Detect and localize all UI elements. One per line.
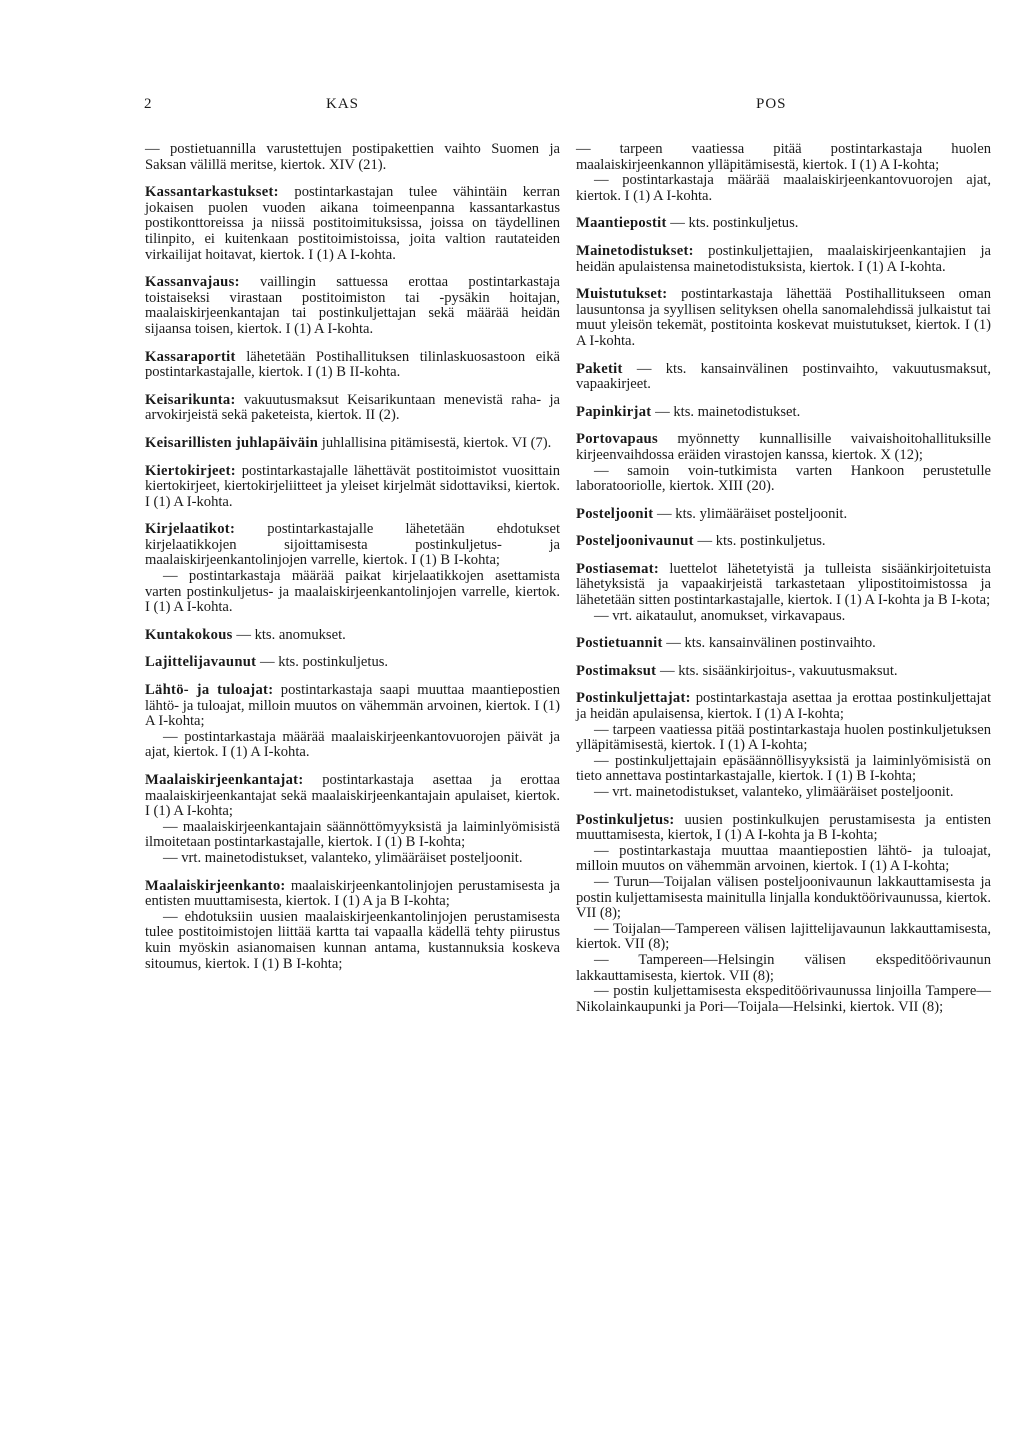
entry-text: postintarkastaja saapi muuttaa maantiepostien lähtö- ja tuloajat, milloin muutos on vähemmän arvoinen, kiertok. I (1) A I-kohta; bbox=[145, 682, 560, 730]
entry-headword: Postinkuljettajat: bbox=[576, 690, 691, 707]
entry-text: luettelot lähetetyistä ja tulleista sisäänkirjoitetuista lähetyksistä ja vapaakirjeistä tarkastetaan ylipostitoimistossa ja lähetetään sitten postintarkastajalle, kiertok. I (1) A I-kohta ja B I-kota; bbox=[576, 560, 991, 609]
entry-subline: — Turun—Toijalan välisen posteljoonivaunun lakkauttamisesta ja postin kuljettamisesta mainitulla linjalla konduktöörivaunussa, kiertok. VII (8); bbox=[576, 873, 991, 922]
entry-text: — kts. kansainvälinen postinvaihto, vakuutusmaksut, vapaakirjeet. bbox=[576, 360, 991, 393]
entry-subline: — postintarkastaja määrää maalaiskirjeenkantovuorojen ajat, kiertok. I (1) A I-kohta. bbox=[576, 172, 991, 204]
index-entry bbox=[576, 534, 991, 550]
entry-text: — kts. postinkuljetus. bbox=[256, 654, 389, 671]
entry-headword: Maantiepostit bbox=[576, 215, 667, 232]
index-entry bbox=[145, 628, 560, 644]
entry-headword: Papinkirjat bbox=[576, 403, 652, 420]
entry-subline: — tarpeen vaatiessa pitää postintarkastaja huolen postinkuljetuksen ylläpitämisestä, kiertok. I (1) A I-kohta; bbox=[576, 721, 991, 754]
entry-text: postintarkastajalle lähetetään ehdotukset kirjelaatikkojen sijoittamisesta postinkuljetus- ja maalaiskirjeenkantolinjojen varrelle, kiertok. I (1) B I-kohta; bbox=[145, 521, 560, 569]
entry-headword: Postinkuljetus: bbox=[576, 811, 675, 828]
entry-headword: Kassaraportit bbox=[145, 348, 236, 365]
index-entry bbox=[576, 432, 991, 494]
index-entry bbox=[145, 773, 560, 867]
entry-subline: — ehdotuksiin uusien maalaiskirjeenkantolinjojen perustamisesta tulee postitoimistojen liittää kartta tai vapaalla kädellä tehty piirustus kuin myöskin asianomaisen kunnan antama, kustannuksia koskeva sitoumus, kiertok. I (1) B I-kohta; bbox=[145, 908, 560, 972]
entry-subline: — postinkuljettajain epäsäännöllisyyksistä ja laiminlyömisistä on tieto annettava postintarkastajalle, kiertok. I (1) B I-kohta; bbox=[576, 752, 991, 785]
index-entry bbox=[576, 216, 991, 232]
entry-headword: Lähtö- ja tuloajat: bbox=[145, 682, 274, 699]
index-entry bbox=[145, 393, 560, 424]
entry-text: — kts. anomukset. bbox=[232, 626, 346, 643]
entry-subline: — samoin voin-tutkimista varten Hankoon perustetulle laboratooriolle, kiertok. XIII (20). bbox=[576, 462, 991, 495]
entry-text: postintarkastajan tulee vähintäin kerran jokaisen puolen vuoden aikana toimeenpanna kassantarkastus postikonttoreissa ja niissä postitoimituksissa, joissa on täydellinen tilinpito, ei kuitenkaan postitoimistoissa, joita valtion rautateiden virkailijat hoitavat, kiertok. I (1) A I-kohta. bbox=[145, 184, 560, 263]
header-keyword-right: POS bbox=[756, 96, 787, 112]
index-entry bbox=[145, 879, 560, 973]
index-entry bbox=[576, 287, 991, 349]
entry-subline: — vrt. mainetodistukset, valanteko, ylimääräiset posteljoonit. bbox=[163, 849, 523, 866]
index-entry bbox=[576, 691, 991, 800]
index-entry bbox=[145, 436, 560, 452]
entry-subline: — maalaiskirjeenkantajain säännöttömyyksistä ja laiminlyömisistä ilmoitetaan postintarkastajalle, kiertok. I (1) B I-kohta; bbox=[145, 818, 560, 851]
entry-text: maalaiskirjeenkantolinjojen perustamisesta ja entisten muuttamisesta, kiertok. I (1) A ja B I-kohta; bbox=[145, 877, 560, 910]
entry-subline: — postin kuljettamisesta ekspeditöörivaunussa linjoilla Tampere—Nikolainkaupunki ja Pori—Toijala—Helsinki, kiertok. VII (8); bbox=[576, 983, 991, 1015]
entry-headword: Portovapaus bbox=[576, 431, 658, 448]
entry-text: — kts. sisäänkirjoitus-, vakuutusmaksut. bbox=[656, 662, 898, 679]
index-entry bbox=[576, 636, 991, 652]
page-number: 2 bbox=[144, 96, 153, 112]
index-entry bbox=[145, 522, 560, 616]
entry-headword: Paketit bbox=[576, 360, 623, 377]
entry-text: juhlallisina pitämisestä, kiertok. VI (7). bbox=[318, 434, 552, 451]
index-entry bbox=[576, 562, 991, 624]
entry-text: — kts. ylimääräiset posteljoonit. bbox=[653, 505, 848, 522]
entry-text: myönnetty kunnallisille vaivaishoitohallituksille kirjeenvaihdossa eräiden virastojen kanssa, kiertok. X (12); bbox=[576, 431, 991, 463]
entry-headword: Posteljoonit bbox=[576, 505, 654, 522]
entry-text: — kts. postinkuljetus. bbox=[666, 215, 799, 232]
entry-headword: Postimaksut bbox=[576, 662, 657, 679]
entry-text: postintarkastaja lähettää Postihallitukseen oman lausuntonsa ja syyllisen selityksen ohella sanomalehdissä julkaistut tai muut yleisön tekemät, postitointa koskevat muistutukset, kiertok. I (1) A I-kohta. bbox=[576, 286, 991, 349]
index-entry bbox=[576, 362, 991, 393]
entry-headword: Postiasemat: bbox=[576, 560, 660, 577]
entry-text: postinkuljettajien, maalaiskirjeenkantajien ja heidän apulaistensa mainetodistuksista, kiertok. I (1) A I-kohta. bbox=[576, 242, 991, 275]
entry-headword: Kiertokirjeet: bbox=[145, 462, 236, 479]
entry-headword: Lajittelijavaunut bbox=[145, 654, 257, 671]
entry-headword: Posteljoonivaunut bbox=[576, 533, 694, 550]
entry-subline: — vrt. mainetodistukset, valanteko, ylimääräiset posteljoonit. bbox=[594, 784, 954, 800]
header-keyword-left: KAS bbox=[326, 96, 360, 112]
index-entry bbox=[576, 244, 991, 275]
entry-subline: — postintarkastaja muuttaa maantiepostien lähtö- ja tuloajat, milloin muutos on vähemmän arvoinen, kiertok. I (1) A I-kohta; bbox=[576, 842, 991, 875]
entry-text: uusien postinkulkujen perustamisesta ja entisten muuttamisesta, kiertok, I (1) A I-kohta ja B I-kohta; bbox=[576, 811, 991, 844]
right-column bbox=[576, 142, 991, 1027]
entry-text: postintarkastajalle lähettävät postitoimistot vuosittain kiertokirjeet, kiertokirjeliitteet ja yleiset kirjelmät sidottaviksi, kiertok. I (1) A I-kohta. bbox=[145, 462, 560, 510]
index-entry bbox=[145, 142, 560, 173]
entry-subline: — postintarkastaja määrää maalaiskirjeenkantovuorojen päivät ja ajat, kiertok. I (1) A I-kohta. bbox=[145, 728, 560, 761]
index-entry bbox=[576, 664, 991, 680]
entry-headword: Mainetodistukset: bbox=[576, 242, 694, 259]
index-entry bbox=[576, 142, 991, 204]
entry-text: vakuutusmaksut Keisarikuntaan menevistä raha- ja arvokirjeistä sekä paketeista, kiertok. II (2). bbox=[145, 391, 560, 424]
index-entry bbox=[145, 655, 560, 671]
index-entry bbox=[576, 405, 991, 421]
index-entry bbox=[576, 813, 991, 1016]
entry-headword: Muistutukset: bbox=[576, 286, 668, 303]
entry-headword: Keisarillisten juhlapäiväin bbox=[145, 434, 319, 451]
index-entry bbox=[145, 350, 560, 381]
entry-text: — postietuannilla varustettujen postipakettien vaihto Suomen ja Saksan välillä meritse, kiertok. XIV (21). bbox=[145, 141, 560, 173]
entry-text: lähetetään Postihallituksen tilinlaskuosastoon eikä postintarkastajalle, kiertok. I (1) B II-kohta. bbox=[145, 348, 560, 381]
entry-headword: Keisarikunta: bbox=[145, 391, 236, 408]
entry-subline: — Tampereen—Helsingin välisen ekspeditöörivaunun lakkauttamisesta, kiertok. VII (8); bbox=[576, 951, 991, 984]
entry-headword: Maalaiskirjeenkantajat: bbox=[145, 772, 304, 788]
page-header bbox=[0, 96, 1024, 116]
entry-headword: Maalaiskirjeenkanto: bbox=[145, 877, 286, 894]
entry-subline: — vrt. aikataulut, anomukset, virkavapaus. bbox=[594, 607, 846, 624]
entry-subline: — Toijalan—Tampereen välisen lajittelijavaunun lakkauttamisesta, kiertok. VII (8); bbox=[576, 920, 991, 953]
entry-text: — kts. postinkuljetus. bbox=[693, 533, 826, 550]
entry-headword: Postietuannit bbox=[576, 635, 663, 652]
entry-headword: Kirjelaatikot: bbox=[145, 521, 236, 538]
entry-text: postintarkastaja asettaa ja erottaa postinkuljettajat ja heidän apulaisensa, kiertok. I (1) A I-kohta; bbox=[576, 690, 991, 723]
left-column bbox=[145, 142, 560, 984]
index-entry bbox=[145, 275, 560, 337]
index-entry bbox=[145, 185, 560, 263]
index-entry bbox=[145, 683, 560, 761]
entry-text: postintarkastaja asettaa ja erottaa maalaiskirjeenkantajat sekä maalaiskirjeenkantajain apulaiset, kiertok. I (1) A I-kohta; bbox=[145, 772, 560, 820]
entry-headword: Kuntakokous bbox=[145, 626, 233, 643]
entry-text: vaillingin sattuessa erottaa postintarkastaja toistaiseksi virastaan postitoimiston tai -pysäkin hoitajan, maalaiskirjeenkantajan tai postinkuljettajan sekä määrää heidän sijaansa toisen, kiertok. I (1) A I-kohta. bbox=[145, 274, 560, 337]
entry-headword: Kassanvajaus: bbox=[145, 274, 240, 291]
index-entry bbox=[576, 507, 991, 523]
entry-headword: Kassantarkastukset: bbox=[145, 184, 279, 201]
entry-text: — kts. mainetodistukset. bbox=[651, 403, 801, 420]
entry-text: — kts. kansainvälinen postinvaihto. bbox=[662, 635, 876, 652]
index-entry bbox=[145, 464, 560, 511]
entry-text: — tarpeen vaatiessa pitää postintarkastaja huolen maalaiskirjeenkannon ylläpitämisestä, kiertok. I (1) A I-kohta; bbox=[576, 141, 991, 173]
entry-subline: — postintarkastaja määrää paikat kirjelaatikkojen asettamista varten postinkuljetus- ja maalaiskirjeenkantolinjojen varrelle, kiertok. I (1) A I-kohta. bbox=[145, 568, 560, 616]
